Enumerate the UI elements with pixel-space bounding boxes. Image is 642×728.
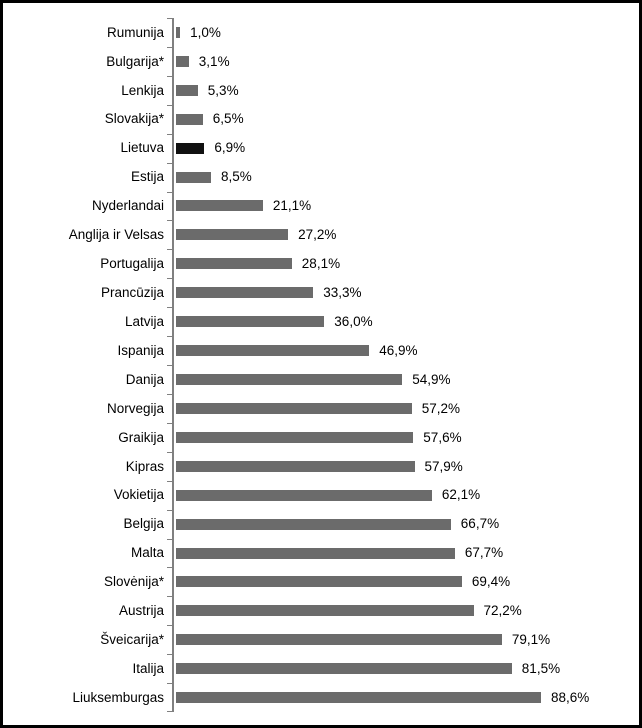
category-label: Norvegija [106, 400, 164, 416]
value-label: 8,5% [221, 169, 252, 185]
value-label: 81,5% [521, 660, 561, 676]
category-label: Lietuva [120, 140, 164, 156]
bar-track [174, 596, 639, 625]
value-label: 57,6% [423, 429, 462, 445]
bar [176, 316, 324, 327]
bar [176, 692, 541, 703]
bar-track [174, 192, 639, 221]
bar-track [174, 481, 639, 510]
value-label: 79,1% [511, 632, 551, 648]
bar [176, 287, 313, 298]
value-label: 66,7% [460, 516, 500, 532]
category-label: Malta [130, 545, 164, 561]
chart-row [3, 510, 639, 539]
chart-row [3, 481, 639, 510]
value-label: 5,3% [207, 82, 239, 98]
bar [176, 114, 203, 125]
bar-track [174, 307, 639, 336]
value-label: 6,5% [212, 111, 244, 127]
category-label: Liuksemburgas [72, 689, 164, 705]
bar-highlighted [176, 143, 204, 154]
category-label: Slovakija* [104, 111, 164, 127]
value-label: 57,9% [424, 458, 463, 474]
value-label: 6,9% [214, 140, 246, 156]
bar-track [174, 423, 639, 452]
category-label: Vokietija [113, 487, 164, 503]
category-label: Anglija ir Velsas [68, 227, 164, 243]
bar-track [174, 568, 639, 597]
value-label: 21,1% [272, 198, 312, 214]
value-label: 72,2% [483, 603, 522, 619]
chart-row [3, 18, 639, 47]
bar-chart [3, 18, 639, 712]
chart-row [3, 307, 639, 336]
bar [176, 27, 180, 38]
bar [176, 663, 512, 674]
value-label: 3,1% [198, 53, 230, 69]
bar-track [174, 220, 639, 249]
chart-rows [3, 18, 639, 712]
bar-track [174, 452, 639, 481]
value-label: 54,9% [412, 371, 451, 387]
value-label: 67,7% [464, 545, 504, 561]
category-label: Ispanija [117, 342, 164, 358]
category-label: Lenkija [121, 82, 164, 98]
bar [176, 548, 455, 559]
value-label: 28,1% [301, 256, 341, 272]
category-label: Rumunija [106, 24, 164, 40]
chart-row [3, 249, 639, 278]
chart-row [3, 192, 639, 221]
bar [176, 200, 263, 211]
chart-row [3, 625, 639, 654]
value-label: 27,2% [298, 227, 337, 243]
chart-row [3, 365, 639, 394]
bar-track [174, 76, 639, 105]
chart-row [3, 568, 639, 597]
bar-track [174, 625, 639, 654]
bar [176, 258, 292, 269]
bar-track [174, 365, 639, 394]
category-label: Nyderlandai [91, 198, 164, 214]
bar-track [174, 336, 639, 365]
bar [176, 576, 462, 587]
chart-row [3, 654, 639, 683]
bar [176, 403, 412, 414]
category-label: Danija [125, 371, 164, 387]
value-label: 88,6% [551, 689, 590, 705]
chart-row [3, 278, 639, 307]
bar [176, 432, 413, 443]
bar-track [174, 249, 639, 278]
chart-row [3, 336, 639, 365]
category-label: Latvija [124, 313, 164, 329]
bar [176, 85, 198, 96]
category-label: Prancūzija [100, 285, 164, 300]
bar-track [174, 105, 639, 134]
value-label: 62,1% [441, 487, 481, 503]
value-label: 33,3% [323, 285, 362, 300]
bar-track [174, 683, 639, 712]
bar [176, 461, 415, 472]
chart-row [3, 163, 639, 192]
category-label: Slovėnija* [103, 574, 164, 590]
bar [176, 374, 402, 385]
category-label: Austrija [118, 603, 164, 619]
value-label: 1,0% [190, 24, 221, 40]
bar [176, 56, 189, 67]
chart-row [3, 220, 639, 249]
category-label: Bulgarija* [106, 53, 164, 69]
chart-row [3, 683, 639, 712]
value-label: 57,2% [421, 400, 460, 416]
category-label: Portugalija [100, 256, 164, 272]
bar-track [174, 47, 639, 76]
bar-track [174, 134, 639, 163]
bar [176, 345, 369, 356]
bar-track [174, 654, 639, 683]
chart-row [3, 47, 639, 76]
category-label: Italija [132, 660, 164, 676]
bar-track [174, 18, 639, 47]
bar [176, 519, 451, 530]
chart-row [3, 539, 639, 568]
value-label: 46,9% [379, 342, 418, 358]
bar-track [174, 278, 639, 307]
bar-track [174, 539, 639, 568]
chart-row [3, 596, 639, 625]
chart-row [3, 423, 639, 452]
value-label: 69,4% [471, 574, 511, 590]
bar-track [174, 510, 639, 539]
category-label: Šveicarija* [100, 632, 164, 648]
category-label: Kipras [125, 458, 164, 474]
category-label: Belgija [123, 516, 164, 532]
bar [176, 172, 211, 183]
chart-row [3, 76, 639, 105]
value-label: 36,0% [334, 313, 373, 329]
bar [176, 490, 432, 501]
bar-track [174, 163, 639, 192]
bar [176, 229, 288, 240]
category-label: Estija [130, 169, 164, 185]
chart-row [3, 452, 639, 481]
chart-row [3, 394, 639, 423]
chart-row [3, 105, 639, 134]
chart-row [3, 134, 639, 163]
bar-track [174, 394, 639, 423]
category-label: Graikija [118, 429, 164, 445]
bar [176, 634, 502, 645]
bar [176, 605, 474, 616]
